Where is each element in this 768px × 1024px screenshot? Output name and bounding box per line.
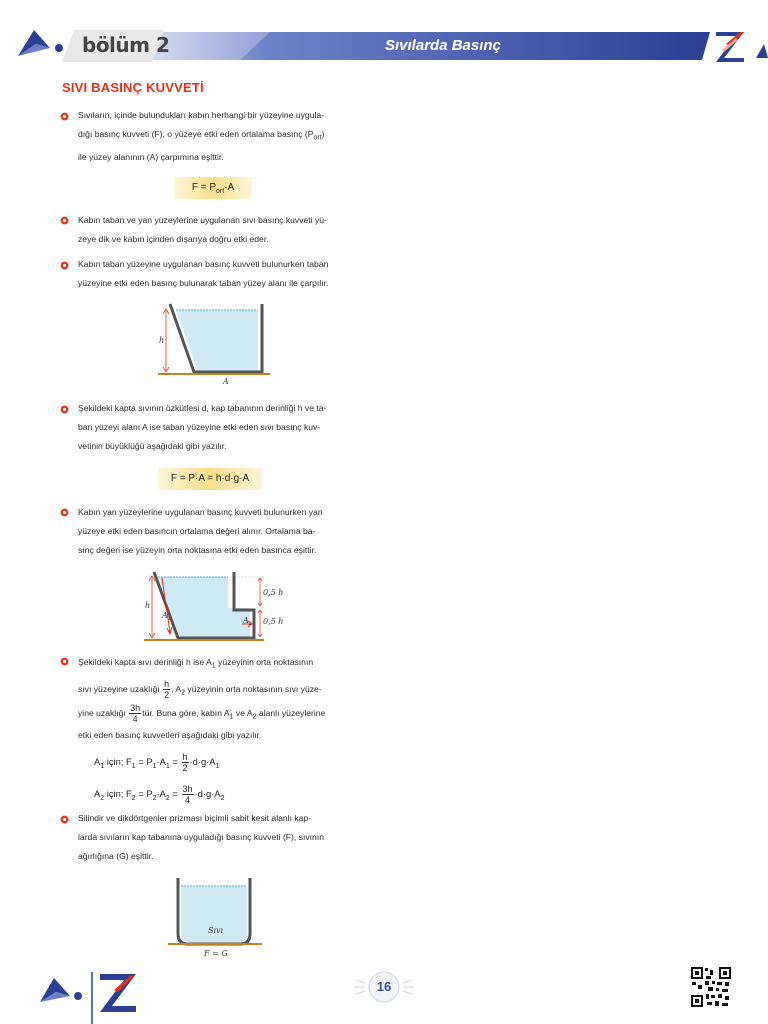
brand-z-logo [712,28,748,64]
formula-f-pressure-area: $F = P_{ort}\cdot A$ [174,177,252,199]
paragraph-3 [78,255,374,293]
qr-code-icon[interactable] [690,966,732,1008]
text-line: ile yüzey alanının (A) çarpımına eşittir. [78,151,224,162]
text-line: yine uzaklığı $\frac{3h}{4}$ tür. Buna göre, kabın $A_1$ ve $A_2$ alanlı yüzeylerine [78,702,326,724]
text-line: Şekildeki kapta sıvı derinliği h ise $A_1$ yüzeyinin orta noktasının [78,657,314,670]
label-F-equals-G: F = G [204,949,228,958]
label-liquid: Sıvı [208,926,224,935]
figure-1-container [150,300,270,388]
text-line: zeye dik ve kabın içinden dışarıya doğru etki eder. [78,234,269,244]
label-half-height-bottom: 0,5 h [263,617,284,626]
text-line: sıvı yüzeyine uzaklığı $\frac{h}{2}$ , $A_2$ yüzeyinin orta noktasının sıvı yüze- [78,678,322,700]
bullet-icon [60,657,69,666]
text-line: etki eden basınç kuvvetleri aşağıdaki gibi yazılır. [78,729,262,740]
equation-A2-force: $A_2$ için; $F_2 = P_2\cdot A_2$ = $\frac{3h}{4}$ $\cdot d\cdot g\cdot A_2$ [94,784,225,805]
label-A1: $A_1$ [162,611,171,622]
text-line: Kabın taban yüzeyine uygulanan basınç kuvveti bulunurken taban [78,259,329,269]
text-line: yüzeye etki eden basıncın ortalama değeri alınır. Ortalama ba- [78,526,316,536]
text-line: vetinin büyüklüğü aşağıdaki gibi yazılır. [78,441,227,451]
text-line: yüzeyine etki eden basınç bulunarak taban yüzey alanı ile çarpılır. [78,278,329,288]
footer-brand-logo [36,968,144,1024]
section-title: SIVI BASINÇ KUVVETİ [62,80,204,95]
chapter-label: bölüm 2 [82,33,170,57]
water-fill [176,310,258,372]
text-line: ban yüzeyi alanı A ise taban yüzeyine etki eden sıvı basınç kuv- [78,422,321,432]
bullet-icon [60,261,69,270]
text-line: Silindir ve dikdörtgenler prizması biçimli sabit kesit alanlı kap- [78,813,312,823]
formula-f-hdga: F = P·A = h·d·g·A [158,468,262,490]
paragraph-6 [78,652,374,745]
label-half-height-top: 0,5 h [263,588,284,597]
figure-3-container [168,874,262,960]
paragraph-7 [78,809,374,866]
paragraph-4 [78,399,374,456]
label-h: h [159,336,165,345]
paragraph-2 [78,211,374,249]
corner-arrow-icon [754,40,768,60]
label-A2: $A_2$ [243,616,252,627]
bullet-icon [60,508,69,517]
text-line: dığı basınç kuvveti (F), o yüzeye etki eden ortalama basınç $(P_{ort})$ [78,129,325,142]
label-h: h [145,601,151,610]
bullet-icon [60,216,69,225]
bullet-icon [60,112,69,121]
paragraph-5 [78,503,374,560]
paragraph-1 [78,106,374,167]
figure-2-container [140,568,300,644]
header-title: Sıvılarda Basınç [385,37,501,54]
page-number: 16 [376,979,392,994]
bullet-icon [60,815,69,824]
text-line: Kabın yan yüzeylerine uygulanan basınç kuvveti bulunurken yan [78,507,323,517]
text-line: sınç değeri ise yüzeyin orta noktasına etki eden basınca eşittir. [78,545,317,555]
text-line: Sıvıların, içinde bulundukları kabın herhangi bir yüzeyine uygula- [78,110,325,120]
text-line: Şekildeki kapta sıvının özkütlesi d, kap tabanının derinliği h ve ta- [78,403,327,413]
label-A: A [223,377,229,386]
text-line: ağırlığına (G) eşittir. [78,851,154,861]
equation-A1-force: $A_1$ için; $F_1 = P_1\cdot A_1$ = $\frac{h}{2}$ $\cdot d\cdot g\cdot A_1$ [94,752,220,773]
text-line: larda sıvıların kap tabanına uyguladığı basınç kuvveti (F), sıvının [78,832,325,842]
text-line: Kabın taban ve yan yüzeylerine uygulanan sıvı basınç kuvveti yü- [78,215,327,225]
bullet-icon [60,405,69,414]
